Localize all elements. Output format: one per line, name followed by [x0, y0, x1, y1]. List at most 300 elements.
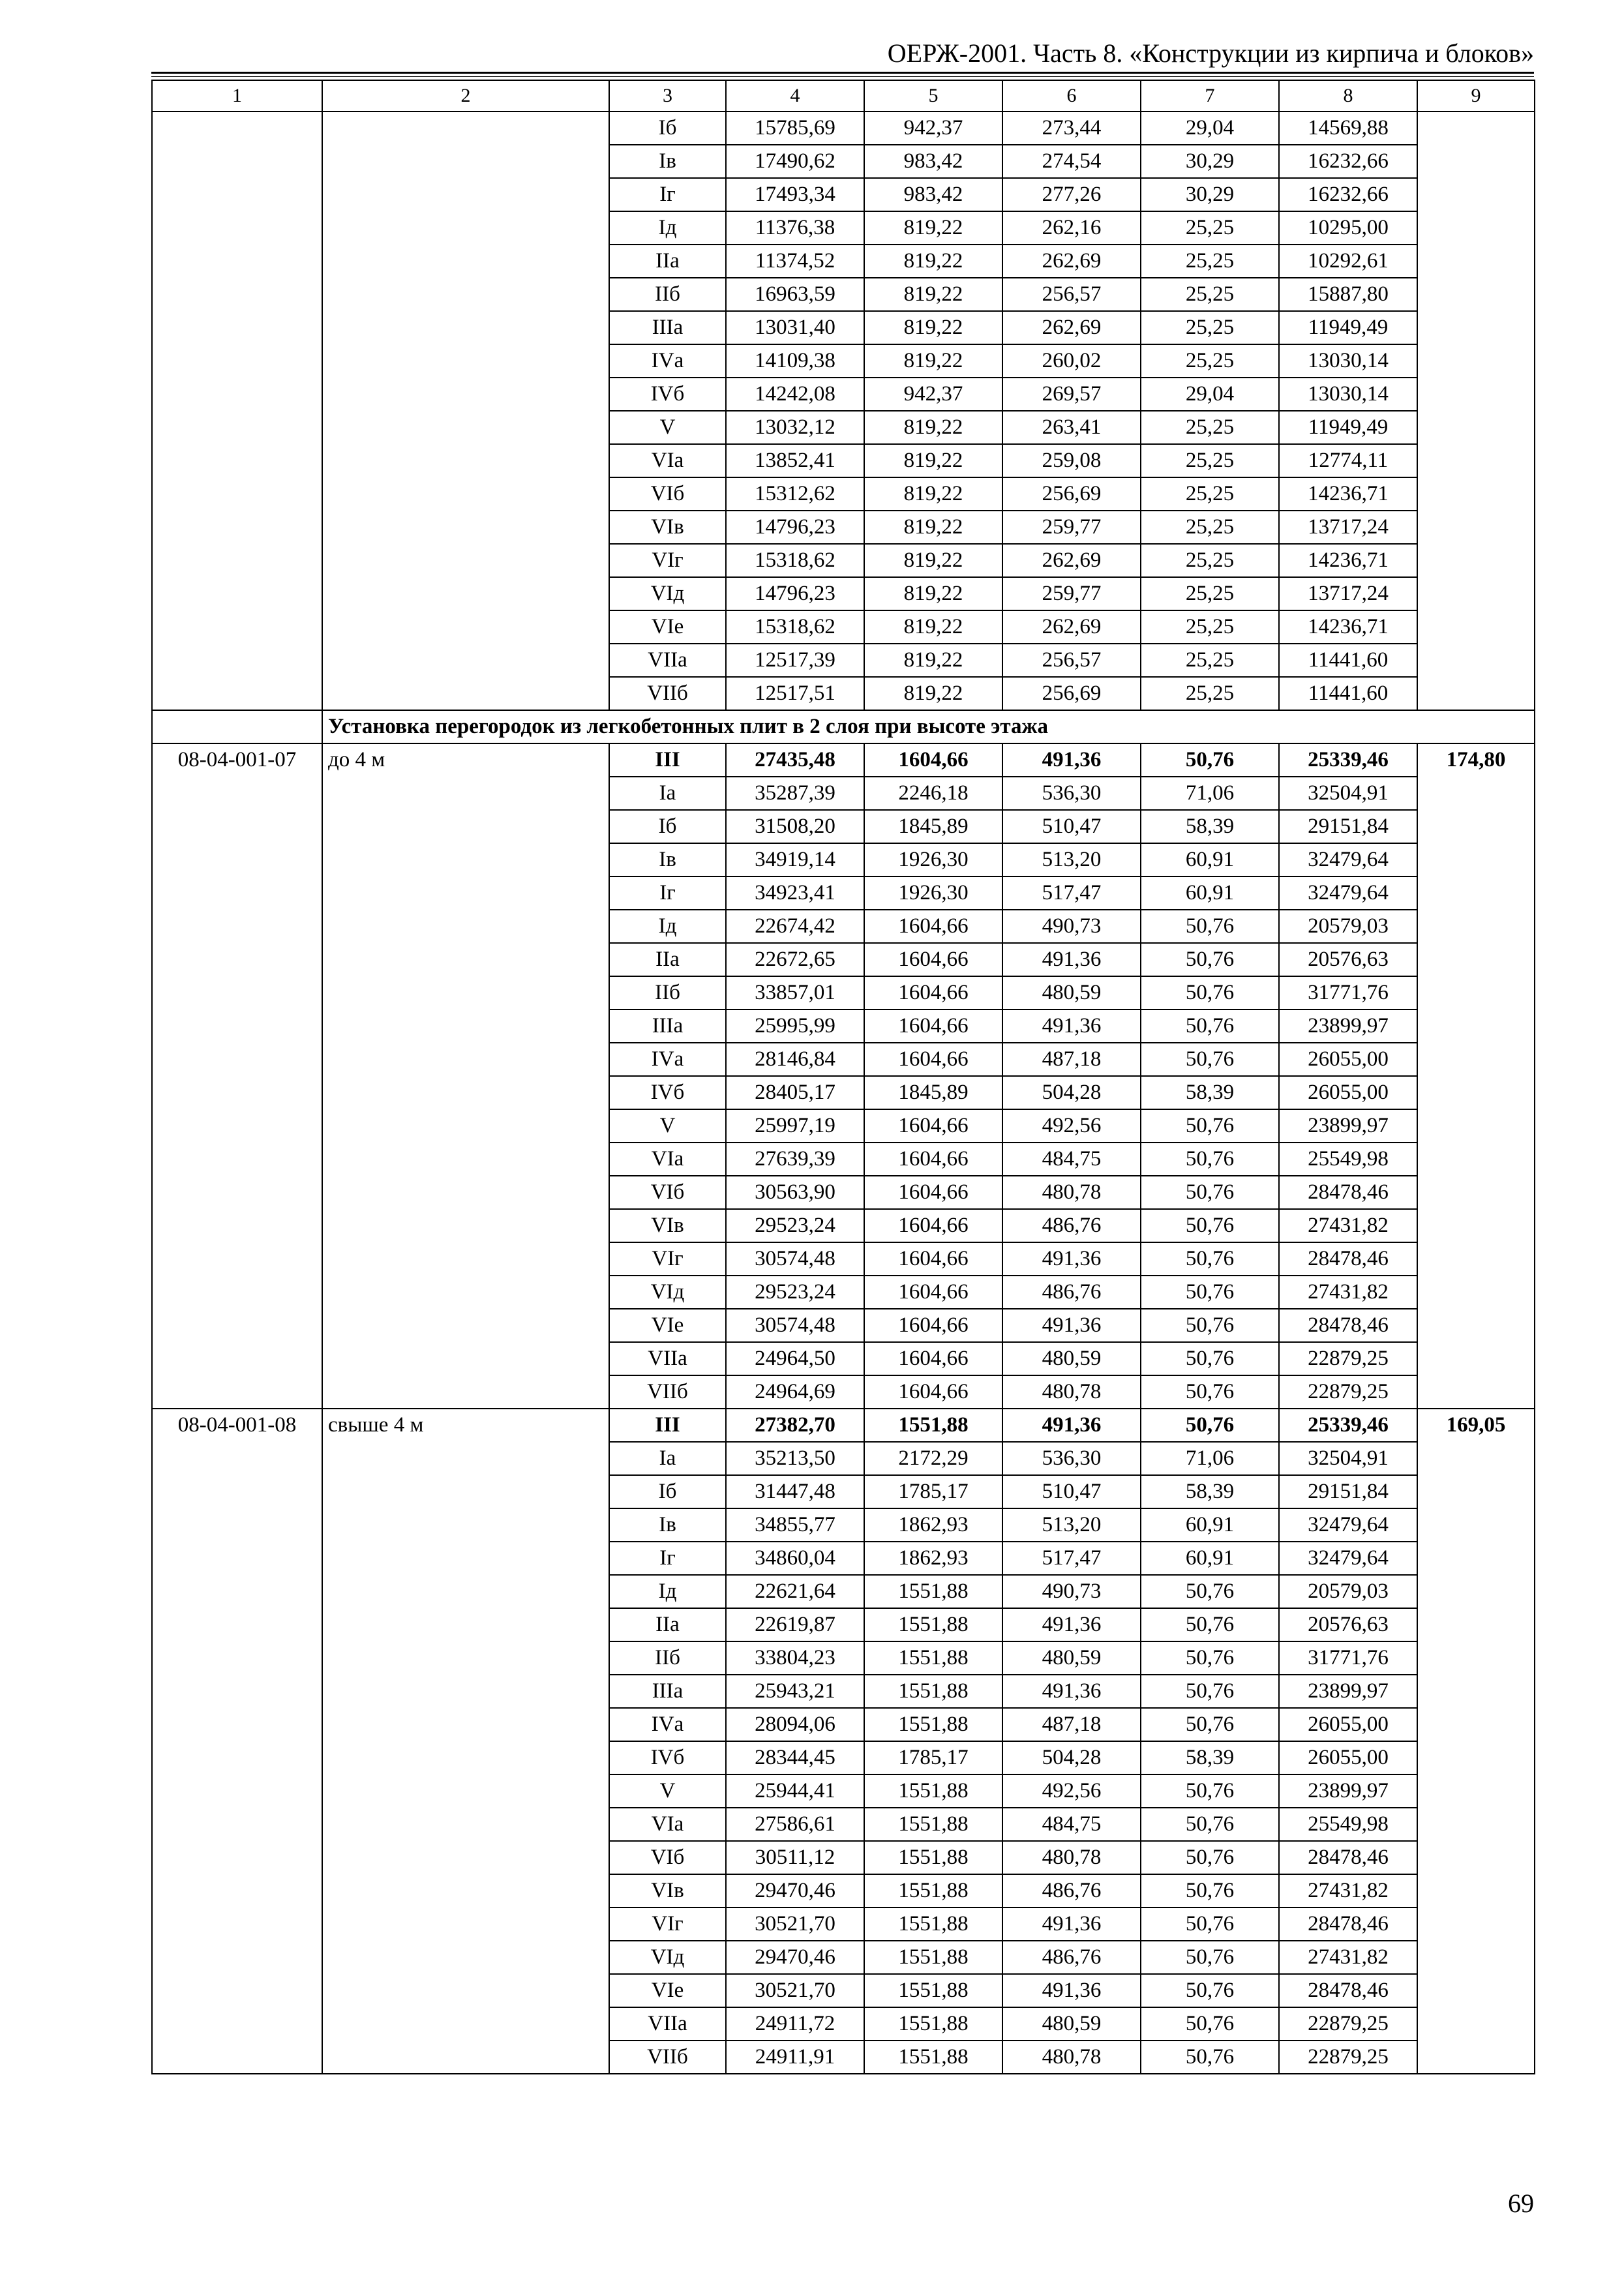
zone-cell: IIб	[609, 976, 726, 1010]
value-cell: 2172,29	[864, 1442, 1002, 1475]
value-cell: 11374,52	[726, 245, 864, 278]
column-number: 5	[864, 80, 1002, 112]
value-cell: 50,76	[1141, 910, 1279, 943]
value-cell: 262,69	[1002, 311, 1141, 344]
value-cell: 50,76	[1141, 2007, 1279, 2041]
value-cell: 263,41	[1002, 411, 1141, 444]
value-cell: 32479,64	[1279, 1508, 1417, 1542]
value-cell: 50,76	[1141, 1010, 1279, 1043]
value-cell: 50,76	[1141, 1242, 1279, 1276]
zone-cell: III	[609, 743, 726, 777]
value-cell: 29,04	[1141, 112, 1279, 145]
value-cell: 491,36	[1002, 1309, 1141, 1342]
value-cell: 480,78	[1002, 2041, 1141, 2074]
value-cell: 25,25	[1141, 411, 1279, 444]
zone-cell: IIб	[609, 1641, 726, 1675]
zone-cell: VIв	[609, 1209, 726, 1242]
value-cell: 1604,66	[864, 1109, 1002, 1143]
value-cell: 50,76	[1141, 743, 1279, 777]
value-cell: 31447,48	[726, 1475, 864, 1508]
value-cell: 15318,62	[726, 610, 864, 644]
value-cell: 32504,91	[1279, 777, 1417, 810]
value-cell: 1551,88	[864, 1874, 1002, 1908]
value-cell: 35287,39	[726, 777, 864, 810]
value-cell: 13030,14	[1279, 344, 1417, 378]
rate-description: до 4 м	[322, 743, 609, 1409]
value-cell: 536,30	[1002, 1442, 1141, 1475]
value-cell: 24964,69	[726, 1375, 864, 1409]
zone-cell: IVа	[609, 1043, 726, 1076]
value-cell: 28478,46	[1279, 1176, 1417, 1209]
value-cell: 34923,41	[726, 876, 864, 910]
zone-cell: IIIа	[609, 1010, 726, 1043]
zone-cell: VIд	[609, 1276, 726, 1309]
value-cell: 34919,14	[726, 843, 864, 876]
value-cell: 25339,46	[1279, 743, 1417, 777]
value-cell: 50,76	[1141, 1043, 1279, 1076]
value-cell: 517,47	[1002, 1542, 1141, 1575]
zone-cell: IIа	[609, 943, 726, 976]
value-cell: 819,22	[864, 278, 1002, 311]
zone-cell: Iг	[609, 178, 726, 211]
value-cell: 15318,62	[726, 544, 864, 577]
value-cell: 30521,70	[726, 1974, 864, 2007]
value-cell: 30521,70	[726, 1908, 864, 1941]
value-cell: 819,22	[864, 511, 1002, 544]
value-cell: 16232,66	[1279, 178, 1417, 211]
value-cell: 33804,23	[726, 1641, 864, 1675]
value-cell: 25995,99	[726, 1010, 864, 1043]
value-cell: 50,76	[1141, 1342, 1279, 1375]
value-cell: 256,57	[1002, 278, 1141, 311]
zone-cell: IVа	[609, 344, 726, 378]
value-cell: 491,36	[1002, 743, 1141, 777]
header-rule-thin	[151, 76, 1534, 77]
rates-table	[151, 80, 1535, 2074]
value-cell: 1551,88	[864, 1774, 1002, 1808]
zone-cell: Iг	[609, 1542, 726, 1575]
value-cell: 58,39	[1141, 1475, 1279, 1508]
zone-cell: Iд	[609, 1575, 726, 1608]
rate-code: 08-04-001-08	[152, 1409, 322, 2074]
zone-cell: Iв	[609, 1508, 726, 1542]
value-cell: 1604,66	[864, 1242, 1002, 1276]
zone-cell: IIб	[609, 278, 726, 311]
zone-cell: VIIа	[609, 1342, 726, 1375]
value-cell: 513,20	[1002, 843, 1141, 876]
value-cell: 1551,88	[864, 1575, 1002, 1608]
value-cell: 1551,88	[864, 1608, 1002, 1641]
zone-cell: VIг	[609, 544, 726, 577]
zone-cell: III	[609, 1409, 726, 1442]
value-cell: 1845,89	[864, 810, 1002, 843]
value-cell: 31771,76	[1279, 1641, 1417, 1675]
value-cell: 28478,46	[1279, 1242, 1417, 1276]
value-cell: 26055,00	[1279, 1076, 1417, 1109]
zone-cell: VIIб	[609, 2041, 726, 2074]
value-cell: 11376,38	[726, 211, 864, 245]
value-cell: 25,25	[1141, 577, 1279, 610]
value-cell: 25,25	[1141, 344, 1279, 378]
table-row	[152, 112, 1535, 145]
value-cell: 60,91	[1141, 1508, 1279, 1542]
value-cell: 50,76	[1141, 1874, 1279, 1908]
value-cell: 2246,18	[864, 777, 1002, 810]
value-cell: 50,76	[1141, 1841, 1279, 1874]
value-cell: 491,36	[1002, 943, 1141, 976]
value-cell: 71,06	[1141, 1442, 1279, 1475]
value-cell: 819,22	[864, 677, 1002, 710]
value-cell: 26055,00	[1279, 1043, 1417, 1076]
value-cell: 491,36	[1002, 1010, 1141, 1043]
value-cell: 27382,70	[726, 1409, 864, 1442]
value-cell: 27431,82	[1279, 1874, 1417, 1908]
value-cell: 20576,63	[1279, 1608, 1417, 1641]
value-cell: 1604,66	[864, 1010, 1002, 1043]
value-cell: 10292,61	[1279, 245, 1417, 278]
page-number: 69	[1508, 2189, 1534, 2218]
value-cell: 1604,66	[864, 1276, 1002, 1309]
value-cell: 25549,98	[1279, 1808, 1417, 1841]
value-cell: 486,76	[1002, 1209, 1141, 1242]
rates-table-body	[152, 80, 1535, 2074]
zone-cell: Iг	[609, 876, 726, 910]
value-cell: 29,04	[1141, 378, 1279, 411]
value-cell: 34860,04	[726, 1542, 864, 1575]
value-cell: 490,73	[1002, 910, 1141, 943]
value-cell: 491,36	[1002, 1675, 1141, 1708]
value-cell: 14796,23	[726, 577, 864, 610]
column-number: 2	[322, 80, 609, 112]
value-cell: 1551,88	[864, 1808, 1002, 1841]
value-cell: 30563,90	[726, 1176, 864, 1209]
value-cell: 490,73	[1002, 1575, 1141, 1608]
value-cell: 480,78	[1002, 1841, 1141, 1874]
value-cell: 1785,17	[864, 1741, 1002, 1774]
value-cell: 819,22	[864, 544, 1002, 577]
value-cell: 491,36	[1002, 1409, 1141, 1442]
value-cell: 50,76	[1141, 1774, 1279, 1808]
value-cell: 11441,60	[1279, 644, 1417, 677]
value-cell: 60,91	[1141, 843, 1279, 876]
value-cell: 13032,12	[726, 411, 864, 444]
value-cell: 14796,23	[726, 511, 864, 544]
value-cell: 50,76	[1141, 943, 1279, 976]
value-cell: 484,75	[1002, 1143, 1141, 1176]
value-cell: 819,22	[864, 245, 1002, 278]
column-number: 1	[152, 80, 322, 112]
value-cell: 17490,62	[726, 145, 864, 178]
rates-table-container	[151, 80, 1534, 2074]
value-cell: 504,28	[1002, 1076, 1141, 1109]
column-number-row	[152, 80, 1535, 112]
zone-cell: Iв	[609, 843, 726, 876]
value-cell: 277,26	[1002, 178, 1141, 211]
zone-cell: VIIб	[609, 1375, 726, 1409]
zone-cell: IIIа	[609, 1675, 726, 1708]
column-number: 7	[1141, 80, 1279, 112]
value-cell: 819,22	[864, 411, 1002, 444]
value-cell: 29523,24	[726, 1276, 864, 1309]
value-cell: 30,29	[1141, 178, 1279, 211]
zone-cell: IIIа	[609, 311, 726, 344]
value-cell: 30574,48	[726, 1242, 864, 1276]
value-cell: 1604,66	[864, 1143, 1002, 1176]
zone-cell: V	[609, 411, 726, 444]
value-cell: 983,42	[864, 178, 1002, 211]
value-cell: 24911,72	[726, 2007, 864, 2041]
value-cell: 1926,30	[864, 876, 1002, 910]
value-cell: 491,36	[1002, 1974, 1141, 2007]
value-cell: 50,76	[1141, 1808, 1279, 1841]
value-cell: 480,59	[1002, 976, 1141, 1010]
value-cell: 1551,88	[864, 1708, 1002, 1741]
value-cell: 16963,59	[726, 278, 864, 311]
value-cell: 492,56	[1002, 1774, 1141, 1808]
value-cell: 14569,88	[1279, 112, 1417, 145]
value-cell: 13031,40	[726, 311, 864, 344]
value-cell: 25,25	[1141, 511, 1279, 544]
value-cell: 11441,60	[1279, 677, 1417, 710]
value-cell: 23899,97	[1279, 1010, 1417, 1043]
value-cell: 484,75	[1002, 1808, 1141, 1841]
value-cell: 29151,84	[1279, 1475, 1417, 1508]
value-cell: 22879,25	[1279, 2007, 1417, 2041]
value-cell: 510,47	[1002, 810, 1141, 843]
zone-cell: V	[609, 1109, 726, 1143]
value-cell: 25,25	[1141, 610, 1279, 644]
value-cell: 819,22	[864, 311, 1002, 344]
value-cell: 513,20	[1002, 1508, 1141, 1542]
zone-cell: VIв	[609, 1874, 726, 1908]
value-cell: 259,77	[1002, 577, 1141, 610]
value-cell: 819,22	[864, 577, 1002, 610]
value-cell: 22672,65	[726, 943, 864, 976]
zone-cell: VIд	[609, 1941, 726, 1974]
value-cell: 13030,14	[1279, 378, 1417, 411]
value-cell: 1862,93	[864, 1542, 1002, 1575]
value-cell: 1862,93	[864, 1508, 1002, 1542]
value-cell: 50,76	[1141, 1375, 1279, 1409]
value-cell: 262,16	[1002, 211, 1141, 245]
value-cell: 11949,49	[1279, 311, 1417, 344]
value-cell: 1926,30	[864, 843, 1002, 876]
value-cell: 16232,66	[1279, 145, 1417, 178]
value-cell: 1604,66	[864, 1176, 1002, 1209]
value-cell: 26055,00	[1279, 1708, 1417, 1741]
value-cell: 10295,00	[1279, 211, 1417, 245]
value-cell: 28478,46	[1279, 1908, 1417, 1941]
zone-cell: IIа	[609, 245, 726, 278]
zone-cell: V	[609, 1774, 726, 1808]
value-cell: 486,76	[1002, 1276, 1141, 1309]
value-cell: 256,69	[1002, 477, 1141, 511]
value-cell: 24911,91	[726, 2041, 864, 2074]
page-header: ОЕРЖ-2001. Часть 8. «Конструкции из кирпича и блоков»	[887, 38, 1534, 68]
zone-cell: VIIа	[609, 644, 726, 677]
zone-cell: IVа	[609, 1708, 726, 1741]
value-cell: 1604,66	[864, 1375, 1002, 1409]
value-cell: 30511,12	[726, 1841, 864, 1874]
value-cell: 983,42	[864, 145, 1002, 178]
column-number: 9	[1417, 80, 1535, 112]
value-cell: 14236,71	[1279, 544, 1417, 577]
value-cell: 50,76	[1141, 1974, 1279, 2007]
desc-cell-empty	[322, 112, 609, 710]
value-cell: 536,30	[1002, 777, 1141, 810]
zone-cell: VIIа	[609, 2007, 726, 2041]
value-cell: 50,76	[1141, 1941, 1279, 1974]
zone-cell: VIа	[609, 1808, 726, 1841]
value-cell: 22619,87	[726, 1608, 864, 1641]
zone-cell: Iа	[609, 777, 726, 810]
value-cell: 1604,66	[864, 1342, 1002, 1375]
zone-cell: IVб	[609, 1076, 726, 1109]
value-cell: 27431,82	[1279, 1209, 1417, 1242]
value-cell: 819,22	[864, 444, 1002, 477]
rate-code: 08-04-001-07	[152, 743, 322, 1409]
value-cell: 819,22	[864, 644, 1002, 677]
value-cell: 22621,64	[726, 1575, 864, 1608]
value-cell: 14242,08	[726, 378, 864, 411]
value-cell: 28146,84	[726, 1043, 864, 1076]
column-number: 4	[726, 80, 864, 112]
value-cell: 50,76	[1141, 1708, 1279, 1741]
value-cell: 942,37	[864, 112, 1002, 145]
value-cell: 20576,63	[1279, 943, 1417, 976]
value-cell: 942,37	[864, 378, 1002, 411]
zone-cell: VIе	[609, 610, 726, 644]
value-cell: 1604,66	[864, 943, 1002, 976]
value-cell: 29470,46	[726, 1874, 864, 1908]
value-cell: 259,08	[1002, 444, 1141, 477]
value-cell: 60,91	[1141, 1542, 1279, 1575]
zone-cell: VIб	[609, 1841, 726, 1874]
value-cell: 1551,88	[864, 1974, 1002, 2007]
value-cell: 50,76	[1141, 1641, 1279, 1675]
value-cell: 28094,06	[726, 1708, 864, 1741]
value-cell: 12774,11	[1279, 444, 1417, 477]
value-cell: 22879,25	[1279, 1342, 1417, 1375]
value-cell: 256,57	[1002, 644, 1141, 677]
value-cell: 1604,66	[864, 1209, 1002, 1242]
table-row	[152, 743, 1535, 777]
value-cell: 1551,88	[864, 1941, 1002, 1974]
value-cell: 32479,64	[1279, 843, 1417, 876]
value-cell: 1551,88	[864, 1675, 1002, 1708]
value-cell: 1551,88	[864, 1841, 1002, 1874]
value-cell: 50,76	[1141, 1209, 1279, 1242]
value-cell: 11949,49	[1279, 411, 1417, 444]
rate-description: свыше 4 м	[322, 1409, 609, 2074]
value-cell: 29151,84	[1279, 810, 1417, 843]
value-cell: 50,76	[1141, 1176, 1279, 1209]
value-cell: 29523,24	[726, 1209, 864, 1242]
value-cell: 1845,89	[864, 1076, 1002, 1109]
zone-cell: VIе	[609, 1309, 726, 1342]
zone-cell: VIг	[609, 1908, 726, 1941]
value-cell: 262,69	[1002, 544, 1141, 577]
value-cell: 32479,64	[1279, 876, 1417, 910]
value-cell: 25944,41	[726, 1774, 864, 1808]
value-cell: 25,25	[1141, 278, 1279, 311]
value-cell: 34855,77	[726, 1508, 864, 1542]
column-number: 6	[1002, 80, 1141, 112]
value-cell: 50,76	[1141, 1143, 1279, 1176]
value-cell: 22879,25	[1279, 1375, 1417, 1409]
value-cell: 50,76	[1141, 1276, 1279, 1309]
value-cell: 487,18	[1002, 1708, 1141, 1741]
value-cell: 12517,51	[726, 677, 864, 710]
value-cell: 60,91	[1141, 876, 1279, 910]
value-cell: 20579,03	[1279, 910, 1417, 943]
value-cell: 25,25	[1141, 444, 1279, 477]
value-cell: 1551,88	[864, 1641, 1002, 1675]
value-cell: 13717,24	[1279, 577, 1417, 610]
value-cell: 1551,88	[864, 1908, 1002, 1941]
value-cell: 1604,66	[864, 743, 1002, 777]
value-cell: 517,47	[1002, 876, 1141, 910]
value-cell: 24964,50	[726, 1342, 864, 1375]
value-cell: 25,25	[1141, 644, 1279, 677]
zone-cell: VIб	[609, 477, 726, 511]
table-row	[152, 1409, 1535, 1442]
value-cell: 1785,17	[864, 1475, 1002, 1508]
value-cell: 15887,80	[1279, 278, 1417, 311]
value-cell: 28405,17	[726, 1076, 864, 1109]
value-cell: 23899,97	[1279, 1774, 1417, 1808]
value-cell: 510,47	[1002, 1475, 1141, 1508]
value-cell: 491,36	[1002, 1608, 1141, 1641]
value-cell: 28478,46	[1279, 1974, 1417, 2007]
zone-cell: Iа	[609, 1442, 726, 1475]
value-cell: 32479,64	[1279, 1542, 1417, 1575]
value-cell: 15312,62	[726, 477, 864, 511]
value-cell: 28344,45	[726, 1741, 864, 1774]
value-cell: 71,06	[1141, 777, 1279, 810]
value-cell: 25,25	[1141, 245, 1279, 278]
zone-cell: Iд	[609, 910, 726, 943]
zone-cell: IVб	[609, 378, 726, 411]
zone-cell: IIа	[609, 1608, 726, 1641]
value-cell: 58,39	[1141, 1076, 1279, 1109]
zone-cell: VIа	[609, 444, 726, 477]
zone-cell: Iд	[609, 211, 726, 245]
value-cell: 480,59	[1002, 1342, 1141, 1375]
value-cell: 487,18	[1002, 1043, 1141, 1076]
value-cell: 13717,24	[1279, 511, 1417, 544]
value-cell: 17493,34	[726, 178, 864, 211]
value-cell: 274,54	[1002, 145, 1141, 178]
value-cell: 1551,88	[864, 1409, 1002, 1442]
value-cell: 27431,82	[1279, 1276, 1417, 1309]
value-cell: 50,76	[1141, 1109, 1279, 1143]
value-cell: 262,69	[1002, 245, 1141, 278]
zone-cell: VIд	[609, 577, 726, 610]
value-cell: 1604,66	[864, 976, 1002, 1010]
value-cell: 27435,48	[726, 743, 864, 777]
value-cell: 22674,42	[726, 910, 864, 943]
value-cell: 25,25	[1141, 544, 1279, 577]
section-blank-cell	[152, 710, 322, 743]
column-number: 3	[609, 80, 726, 112]
value-cell: 58,39	[1141, 810, 1279, 843]
value-cell: 50,76	[1141, 1309, 1279, 1342]
value-cell: 50,76	[1141, 976, 1279, 1010]
value-cell: 480,59	[1002, 1641, 1141, 1675]
zone-cell: Iб	[609, 112, 726, 145]
value-cell: 12517,39	[726, 644, 864, 677]
